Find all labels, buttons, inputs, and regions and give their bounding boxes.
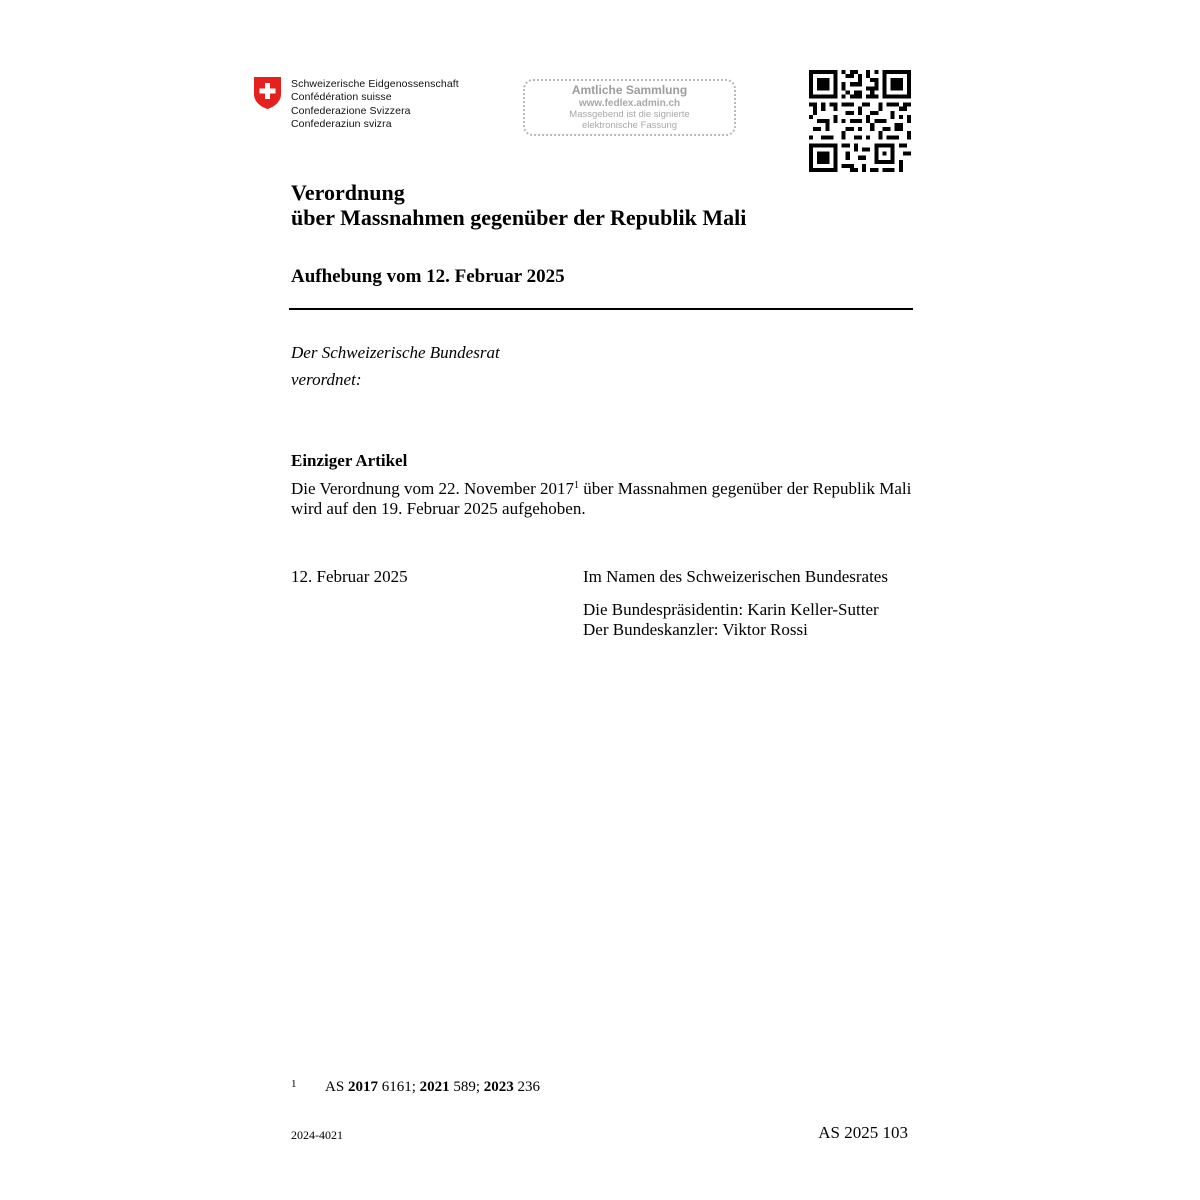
stamp-note-line2: elektronische Fassung xyxy=(581,120,678,131)
preamble-line1: Der Schweizerische Bundesrat xyxy=(291,343,500,362)
stamp-url[interactable]: www.fedlex.admin.ch xyxy=(578,98,681,109)
footnote-ref-page: 236 xyxy=(517,1079,541,1095)
official-collection-stamp xyxy=(523,79,736,136)
footnote-ref-page: 589 xyxy=(453,1079,476,1095)
title-line1: Verordnung xyxy=(291,180,405,205)
article-text-start: Die Verordnung vom 22. November 2017 xyxy=(291,479,574,498)
signature-intro: Im Namen des Schweizerischen Bundesrates xyxy=(583,567,888,586)
qr-code-icon xyxy=(809,70,911,172)
signatory-chancellor: Der Bundeskanzler: Viktor Rossi xyxy=(583,620,808,639)
preamble xyxy=(291,339,500,393)
confed-name-fr: Confédération suisse xyxy=(291,91,392,104)
article-text-end: über Massnahmen gegenüber der Republik Mali wird auf den 19. Februar 2025 aufgehoben. xyxy=(291,479,912,518)
subtitle: Aufhebung vom 12. Februar 2025 xyxy=(291,266,565,287)
as-reference: AS 2025 103 xyxy=(818,1123,908,1142)
footnote-number: 1 xyxy=(291,1078,297,1090)
footnote-marker[interactable]: 1 xyxy=(573,480,579,491)
article-heading: Einziger Artikel xyxy=(291,451,408,470)
confed-name-rm: Confederaziun svizra xyxy=(291,117,392,130)
decree-date: 12. Februar 2025 xyxy=(291,567,408,586)
title-line2: über Massnahmen gegenüber der Republik Mali xyxy=(291,205,747,230)
stamp-title: Amtliche Sammlung xyxy=(571,83,688,97)
confed-name-it: Confederazione Svizzera xyxy=(291,104,411,117)
footnote-ref-year: 2021 xyxy=(419,1079,450,1095)
footnote: 1 AS 2017 6161; 2021 589; 2023 236 xyxy=(291,1078,541,1095)
footnote-ref-year: 2023 xyxy=(483,1079,514,1095)
preamble-line2: verordnet: xyxy=(291,370,362,389)
page-title xyxy=(291,180,746,230)
footnote-ref-year: 2017 xyxy=(347,1079,378,1095)
signatory-president: Die Bundespräsidentin: Karin Keller-Sutter xyxy=(583,600,879,619)
article-text xyxy=(291,479,915,519)
confed-name-de: Schweizerische Eidgenossenschaft xyxy=(291,78,459,90)
footnote-ref-page: 6161 xyxy=(381,1079,412,1095)
signature-block xyxy=(583,567,888,640)
swiss-flag-icon xyxy=(253,76,282,110)
stamp-note-line1: Massgebend ist die signierte xyxy=(569,109,690,120)
footnote-prefix: AS xyxy=(325,1079,345,1095)
title-divider xyxy=(289,308,913,310)
document-number: 2024-4021 xyxy=(291,1128,343,1142)
confederation-names xyxy=(291,78,459,131)
